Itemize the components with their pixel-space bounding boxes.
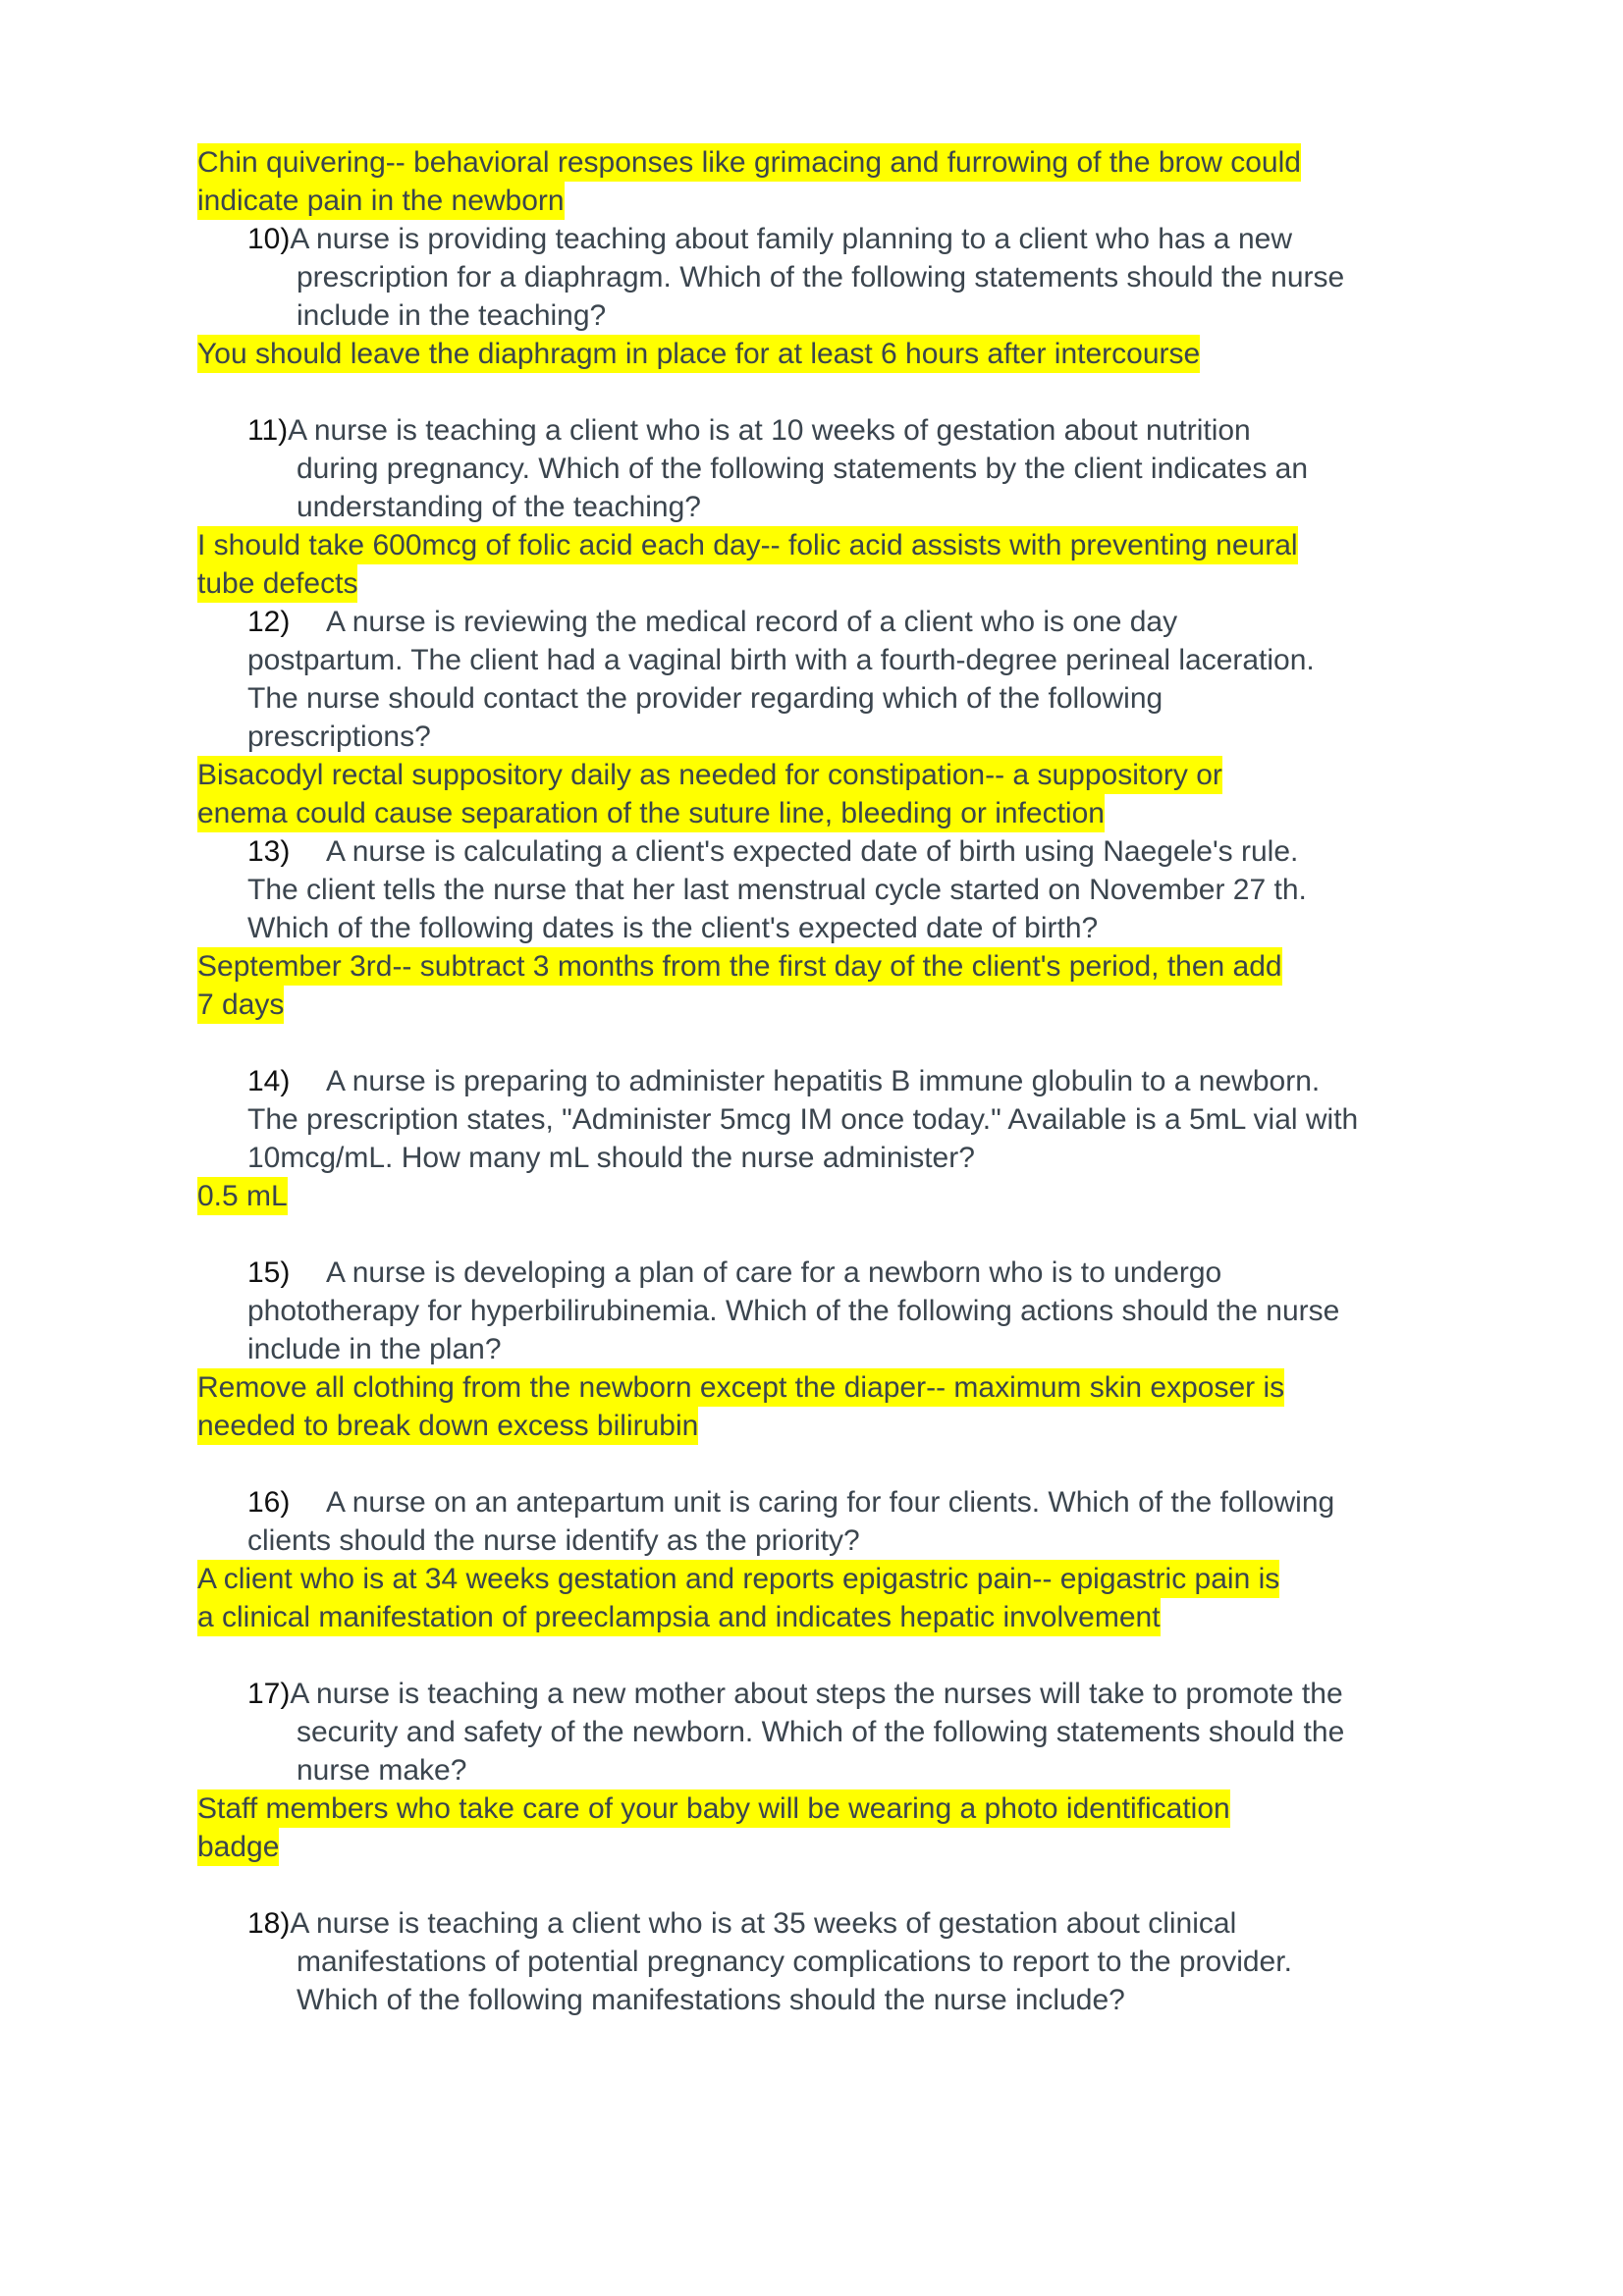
question-number: 18) <box>247 1907 291 1940</box>
answer-line-text: enema could cause separation of the suture line, bleeding or infection <box>197 794 1105 832</box>
question-line-text: security and safety of the newborn. Which of the following statements should the <box>297 1716 1345 1748</box>
question-17 <box>197 1675 1592 1789</box>
highlighted-answer <box>197 947 1592 1024</box>
question-line <box>247 411 1592 450</box>
blank-line <box>197 1636 1592 1675</box>
answer-line <box>197 986 1592 1024</box>
question-line <box>247 1483 1592 1522</box>
question-line-text: phototherapy for hyperbilirubinemia. Which of the following actions should the nurse <box>247 1295 1340 1327</box>
question-line <box>247 641 1592 679</box>
question-line <box>247 832 1592 871</box>
question-line <box>247 1254 1592 1292</box>
question-line <box>247 718 1592 756</box>
question-line-text: Which of the following dates is the client's expected date of birth? <box>247 912 1099 944</box>
question-line <box>247 871 1592 909</box>
question-line <box>247 1139 1592 1177</box>
question-line <box>297 1943 1592 1981</box>
question-line <box>247 909 1592 947</box>
question-line-text: postpartum. The client had a vaginal birth with a fourth-degree perineal laceration. <box>247 644 1315 676</box>
highlighted-answer <box>197 756 1592 832</box>
question-number: 10) <box>247 223 291 255</box>
question-16 <box>197 1483 1592 1560</box>
highlighted-answer <box>197 1789 1592 1866</box>
answer-line-text: 0.5 mL <box>197 1177 288 1215</box>
answer-line <box>197 756 1592 794</box>
question-line <box>247 1522 1592 1560</box>
question-line-text: The client tells the nurse that her last menstrual cycle started on November 27 th. <box>247 874 1307 906</box>
question-line <box>297 488 1592 526</box>
question-line-text: include in the plan? <box>247 1333 502 1365</box>
question-number: 17) <box>247 1678 291 1710</box>
answer-line <box>197 1407 1592 1445</box>
blank-line <box>197 373 1592 411</box>
question-line <box>297 1981 1592 2019</box>
highlighted-answer <box>197 526 1592 603</box>
question-number: 13) <box>247 835 291 868</box>
answer-line <box>197 564 1592 603</box>
question-line <box>247 1100 1592 1139</box>
question-number: 11) <box>247 414 289 447</box>
answer-line-text: badge <box>197 1828 279 1866</box>
document-page <box>197 143 1592 2019</box>
question-18 <box>197 1904 1592 2019</box>
blank-line <box>197 1215 1592 1254</box>
question-line-text: prescriptions? <box>247 721 431 753</box>
question-line-text: manifestations of potential pregnancy complications to report to the provider. <box>297 1946 1292 1978</box>
answer-line <box>197 1560 1592 1598</box>
answer-line-text: I should take 600mcg of folic acid each day-- folic acid assists with preventing neural <box>197 526 1298 564</box>
question-12 <box>197 603 1592 756</box>
question-number: 15) <box>247 1256 291 1289</box>
highlighted-answer <box>197 1177 1592 1215</box>
question-line <box>297 450 1592 488</box>
answer-line-text: a clinical manifestation of preeclampsia and indicates hepatic involvement <box>197 1598 1161 1636</box>
answer-line <box>197 143 1592 182</box>
answer-line <box>197 1177 1592 1215</box>
answer-line-text: A client who is at 34 weeks gestation and reports epigastric pain-- epigastric pain is <box>197 1560 1279 1598</box>
question-line-text: clients should the nurse identify as the priority? <box>247 1524 860 1557</box>
question-line <box>247 1292 1592 1330</box>
answer-line-text: Bisacodyl rectal suppository daily as needed for constipation-- a suppository or <box>197 756 1222 794</box>
question-number: 16) <box>247 1486 291 1519</box>
blank-line <box>197 1445 1592 1483</box>
question-line-text: nurse make? <box>297 1754 467 1787</box>
question-line-text: A nurse is teaching a client who is at 35 weeks of gestation about clinical <box>290 1907 1237 1940</box>
answer-line <box>197 1368 1592 1407</box>
answer-line-text: Remove all clothing from the newborn except the diaper-- maximum skin exposer is <box>197 1368 1284 1407</box>
question-14 <box>197 1062 1592 1177</box>
question-number: 14) <box>247 1065 291 1097</box>
answer-line <box>197 947 1592 986</box>
answer-line <box>197 335 1592 373</box>
question-line-text: A nurse is calculating a client's expected date of birth using Naegele's rule. <box>326 835 1299 868</box>
question-line-text: A nurse is reviewing the medical record of a client who is one day <box>326 606 1178 638</box>
answer-line <box>197 526 1592 564</box>
answer-line-text: needed to break down excess bilirubin <box>197 1407 698 1445</box>
question-line <box>297 258 1592 296</box>
question-line-text: The nurse should contact the provider regarding which of the following <box>247 682 1163 715</box>
question-line-text: understanding of the teaching? <box>297 491 701 523</box>
question-line <box>247 603 1592 641</box>
question-13 <box>197 832 1592 947</box>
question-line-text: include in the teaching? <box>297 299 607 332</box>
highlighted-answer <box>197 1560 1592 1636</box>
question-15 <box>197 1254 1592 1368</box>
answer-line-text: Chin quivering-- behavioral responses like grimacing and furrowing of the brow could <box>197 143 1301 182</box>
answer-line <box>197 1828 1592 1866</box>
question-line-text: 10mcg/mL. How many mL should the nurse administer? <box>247 1142 975 1174</box>
question-line-text: A nurse on an antepartum unit is caring for four clients. Which of the following <box>326 1486 1335 1519</box>
question-line-text: A nurse is preparing to administer hepatitis B immune globulin to a newborn. <box>326 1065 1321 1097</box>
question-line-text: Which of the following manifestations should the nurse include? <box>297 1984 1125 2016</box>
answer-line-text: You should leave the diaphragm in place for at least 6 hours after intercourse <box>197 335 1200 373</box>
question-line <box>297 1751 1592 1789</box>
blank-line <box>197 1866 1592 1904</box>
question-line <box>247 679 1592 718</box>
question-line-text: A nurse is developing a plan of care for a newborn who is to undergo <box>326 1256 1222 1289</box>
question-line <box>247 1904 1592 1943</box>
question-line <box>247 1330 1592 1368</box>
question-11 <box>197 411 1592 526</box>
answer-line-text: 7 days <box>197 986 284 1024</box>
question-line-text: prescription for a diaphragm. Which of the following statements should the nurse <box>297 261 1345 294</box>
question-number: 12) <box>247 606 291 638</box>
question-line <box>297 1713 1592 1751</box>
question-line-text: A nurse is teaching a client who is at 10 weeks of gestation about nutrition <box>288 414 1251 447</box>
question-line-text: A nurse is teaching a new mother about steps the nurses will take to promote the <box>290 1678 1343 1710</box>
answer-line <box>197 182 1592 220</box>
answer-line <box>197 1598 1592 1636</box>
answer-line-text: September 3rd-- subtract 3 months from the first day of the client's period, then add <box>197 947 1282 986</box>
highlighted-answer <box>197 1368 1592 1445</box>
question-10 <box>197 220 1592 335</box>
question-line <box>297 296 1592 335</box>
question-line-text: during pregnancy. Which of the following statements by the client indicates an <box>297 453 1309 485</box>
question-line-text: A nurse is providing teaching about family planning to a client who has a new <box>290 223 1292 255</box>
highlighted-answer <box>197 335 1592 373</box>
blank-line <box>197 1024 1592 1062</box>
question-line <box>247 220 1592 258</box>
highlighted-answer <box>197 143 1592 220</box>
answer-line <box>197 1789 1592 1828</box>
answer-line-text: indicate pain in the newborn <box>197 182 565 220</box>
question-line-text: The prescription states, "Administer 5mcg IM once today." Available is a 5mL vial with <box>247 1103 1359 1136</box>
answer-line-text: tube defects <box>197 564 357 603</box>
question-line <box>247 1675 1592 1713</box>
question-line <box>247 1062 1592 1100</box>
answer-line <box>197 794 1592 832</box>
answer-line-text: Staff members who take care of your baby will be wearing a photo identification <box>197 1789 1230 1828</box>
